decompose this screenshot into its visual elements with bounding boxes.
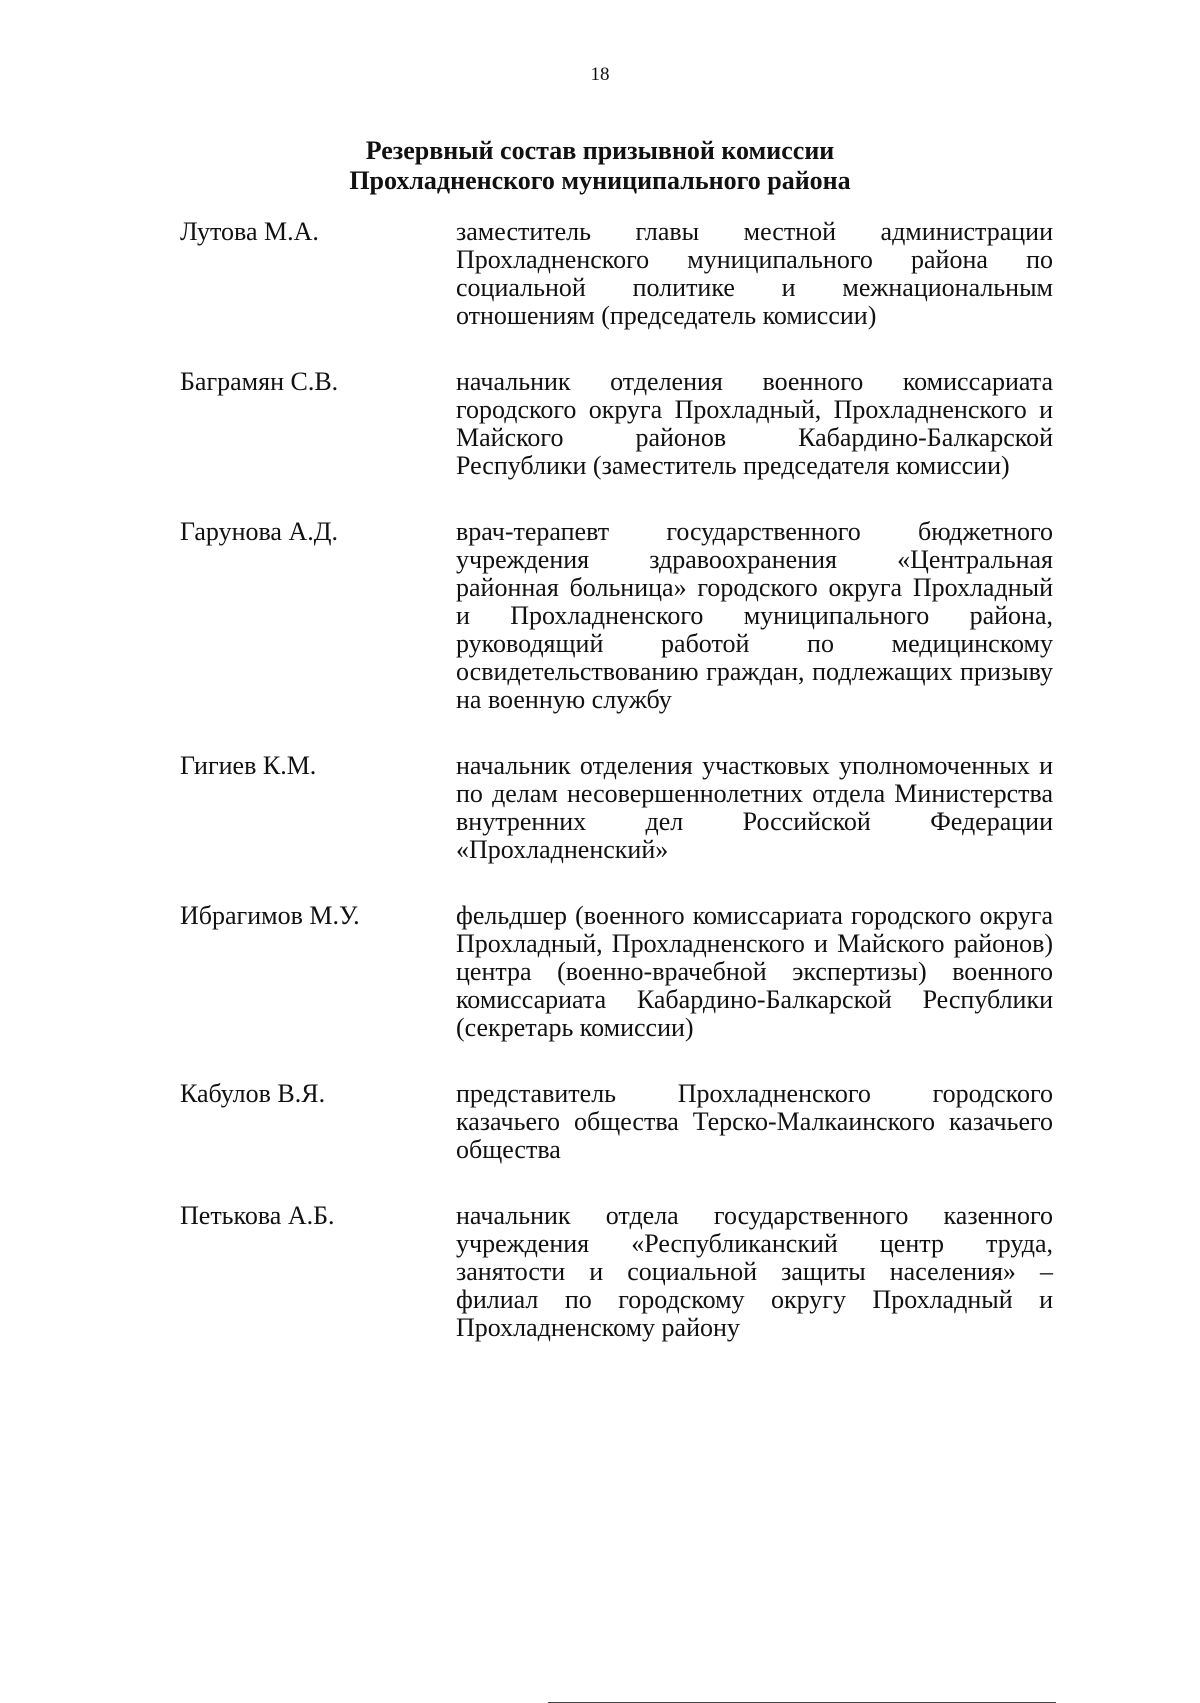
page-number: 18 — [590, 64, 610, 85]
member-name: Гарунова А.Д. — [180, 517, 338, 546]
title-line-2: Прохладненского муниципального района — [349, 166, 851, 195]
member-name: Петькова А.Б. — [180, 1201, 335, 1230]
member-list — [180, 218, 1053, 1380]
member-role: заместитель главы местной администрации Прохладненского муниципального района по социальной политике и межнациональным отношениям (председатель комиссии) — [456, 217, 1053, 330]
member-entry — [180, 218, 1053, 330]
member-role: представитель Прохладненского городского казачьего общества Терско-Малкаинского казачьего общества — [456, 1079, 1053, 1164]
member-entry — [180, 902, 1053, 1042]
member-entry — [180, 1202, 1053, 1342]
document-title — [0, 136, 1200, 196]
member-entry — [180, 752, 1053, 864]
member-role: начальник отдела государственного казенного учреждения «Республиканский центр труда, занятости и социальной защиты населения» – филиал по городскому округу Прохладный и Прохладненскому району — [456, 1201, 1053, 1342]
title-line-1: Резервный состав призывной комиссии — [365, 136, 835, 165]
member-name: Баграмян С.В. — [180, 367, 339, 396]
member-name: Ибрагимов М.У. — [180, 901, 360, 930]
member-name: Лутова М.А. — [180, 217, 319, 246]
member-role: начальник отделения участковых уполномоченных и по делам несовершеннолетних отдела Министерства внутренних дел Российской Федерации «Прохладненский» — [456, 751, 1053, 864]
member-name: Гигиев К.М. — [180, 751, 317, 780]
member-role: фельдшер (военного комиссариата городского округа Прохладный, Прохладненского и Майского районов) центра (военно-врачебной экспертизы) военного комиссариата Кабардино-Балкарской Республики (секретарь комиссии) — [456, 901, 1053, 1042]
member-entry — [180, 1080, 1053, 1164]
member-name: Кабулов В.Я. — [180, 1079, 326, 1108]
member-role: начальник отделения военного комиссариата городского округа Прохладный, Прохладненского и Майского районов Кабардино-Балкарской Республики (заместитель председателя комиссии) — [456, 367, 1053, 480]
member-role: врач-терапевт государственного бюджетного учреждения здравоохранения «Центральная районная больница» городского округа Прохладный и Прохладненского муниципального района, руководящий работой по медицинскому освидетельствованию граждан, подлежащих призыву на военную службу — [456, 517, 1053, 714]
member-entry — [180, 368, 1053, 480]
member-entry — [180, 518, 1053, 714]
